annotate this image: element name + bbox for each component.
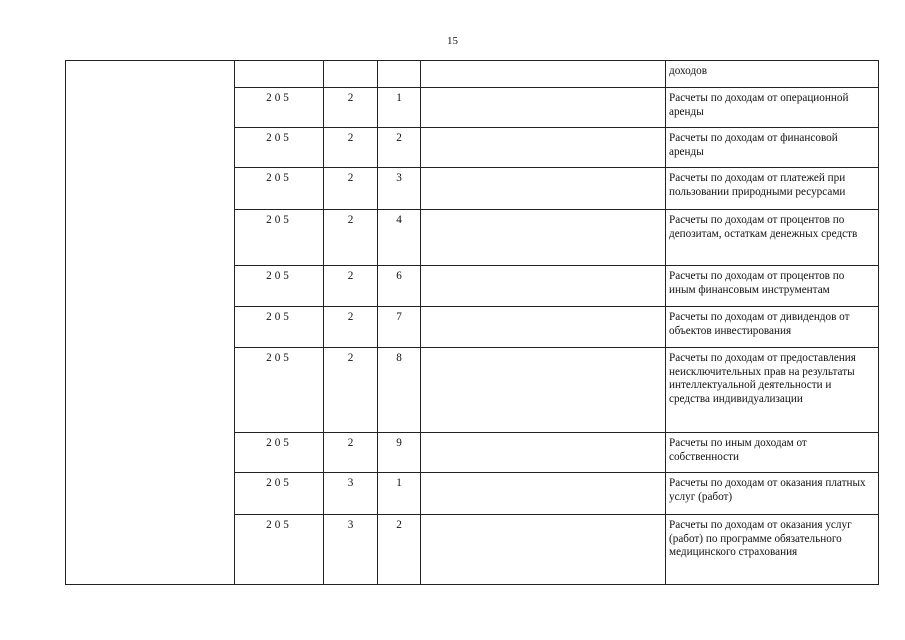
description-cell: Расчеты по доходам от финансовой аренды <box>666 128 879 168</box>
item-cell: 9 <box>378 433 421 473</box>
group-cell: 3 <box>324 515 378 585</box>
group-cell: 2 <box>324 128 378 168</box>
item-cell: 4 <box>378 210 421 266</box>
group-cell: 3 <box>324 473 378 515</box>
group-cell: 2 <box>324 307 378 348</box>
blank-cell <box>421 433 666 473</box>
blank-cell <box>421 128 666 168</box>
code-cell: 205 <box>235 168 324 210</box>
item-cell: 2 <box>378 128 421 168</box>
code-cell: 205 <box>235 515 324 585</box>
blank-cell <box>421 88 666 128</box>
item-cell: 3 <box>378 168 421 210</box>
description-cell: Расчеты по доходам от предоставления неисключительных прав на результаты интеллектуальной деятельности и средства индивидуализации <box>666 348 879 433</box>
blank-cell <box>421 61 666 88</box>
item-cell: 2 <box>378 515 421 585</box>
item-cell: 1 <box>378 88 421 128</box>
blank-cell <box>421 515 666 585</box>
description-cell: Расчеты по доходам от операционной аренды <box>666 88 879 128</box>
description-cell: Расчеты по доходам от оказания услуг (работ) по программе обязательного медицинского страхования <box>666 515 879 585</box>
blank-cell <box>421 473 666 515</box>
item-cell <box>378 61 421 88</box>
blank-cell <box>421 307 666 348</box>
group-cell: 2 <box>324 210 378 266</box>
code-cell: 205 <box>235 128 324 168</box>
blank-cell <box>421 266 666 307</box>
description-cell: Расчеты по иным доходам от собственности <box>666 433 879 473</box>
item-cell: 8 <box>378 348 421 433</box>
blank-cell <box>421 210 666 266</box>
group-cell: 2 <box>324 266 378 307</box>
code-cell: 205 <box>235 473 324 515</box>
code-cell: 205 <box>235 348 324 433</box>
page-number: 15 <box>447 35 458 47</box>
description-cell: Расчеты по доходам от процентов по иным финансовым инструментам <box>666 266 879 307</box>
code-cell: 205 <box>235 88 324 128</box>
group-cell: 2 <box>324 88 378 128</box>
blank-left-column <box>66 61 235 585</box>
description-cell: доходов <box>666 61 879 88</box>
code-cell: 205 <box>235 307 324 348</box>
group-cell: 2 <box>324 433 378 473</box>
continuation-row <box>66 61 879 88</box>
code-cell: 205 <box>235 266 324 307</box>
accounts-table <box>65 60 879 585</box>
description-cell: Расчеты по доходам от платежей при пользовании природными ресурсами <box>666 168 879 210</box>
group-cell <box>324 61 378 88</box>
code-cell: 205 <box>235 210 324 266</box>
blank-cell <box>421 348 666 433</box>
code-cell: 205 <box>235 433 324 473</box>
item-cell: 6 <box>378 266 421 307</box>
group-cell: 2 <box>324 348 378 433</box>
group-cell: 2 <box>324 168 378 210</box>
description-cell: Расчеты по доходам от оказания платных услуг (работ) <box>666 473 879 515</box>
item-cell: 1 <box>378 473 421 515</box>
blank-cell <box>421 168 666 210</box>
item-cell: 7 <box>378 307 421 348</box>
code-cell <box>235 61 324 88</box>
description-cell: Расчеты по доходам от процентов по депозитам, остаткам денежных средств <box>666 210 879 266</box>
description-cell: Расчеты по доходам от дивидендов от объектов инвестирования <box>666 307 879 348</box>
